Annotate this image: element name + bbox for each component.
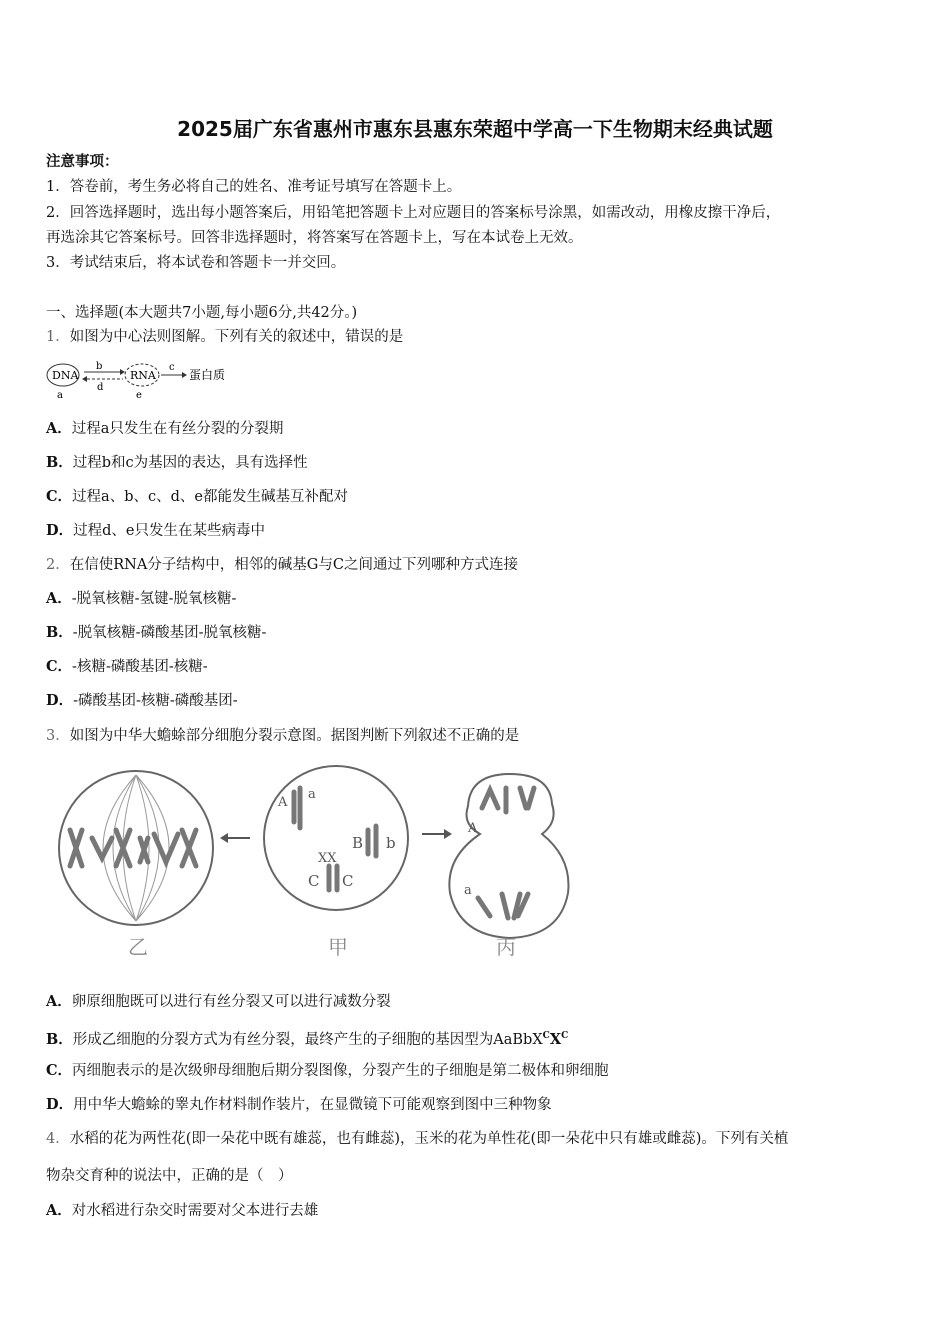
arrowhead (182, 372, 187, 378)
cell-label-bing: 丙 (496, 935, 516, 959)
notice-item: 2．回答选择题时，选出每小题答案后，用铅笔把答题卡上对应题目的答案标号涂黑，如需改动，用橡皮擦干净后， (46, 205, 781, 221)
question-number: 3． (46, 728, 70, 744)
gene-b: b (386, 834, 396, 852)
option-letter: B． (46, 624, 73, 641)
cell-yi (59, 771, 213, 959)
option-letter: B． (46, 454, 73, 471)
question-text: 在信使RNA分子结构中，相邻的碱基G与C之间通过下列哪种方式连接 (69, 557, 518, 573)
superscript-c: C (561, 1031, 569, 1041)
option-row (46, 993, 391, 1011)
arrowhead (220, 833, 228, 843)
gene-B: B (352, 834, 364, 852)
notice-heading: 注意事项： (46, 153, 119, 170)
protein-label: 蛋白质 (189, 368, 226, 382)
option-row (46, 1096, 552, 1114)
arrow-label-d: d (97, 382, 104, 393)
option-text: 卵原细胞既可以进行有丝分裂又可以进行减数分裂 (71, 994, 391, 1010)
option-row (46, 590, 236, 608)
option-letter: A． (46, 590, 72, 607)
chromosome-Bb (368, 826, 376, 856)
option-text: 过程b和c为基因的表达，具有选择性 (72, 455, 308, 471)
arrowhead (120, 369, 125, 375)
rna-label: RNA (130, 369, 156, 382)
option-letter: A． (46, 420, 72, 437)
option-letter: D． (46, 692, 74, 709)
superscript-c: C (542, 1031, 550, 1041)
chromosomes (70, 830, 196, 866)
option-text: -脱氧核糖-氢键-脱氧核糖- (71, 591, 237, 607)
option-letter: C． (46, 488, 73, 505)
option-letter: D． (46, 522, 74, 539)
notice-item: 再选涂其它答案标号。回答非选择题时，将答案写在答题卡上，写在本试卷上无效。 (46, 230, 583, 246)
question-number: 1． (46, 329, 70, 345)
gene-C-right: C (342, 872, 354, 890)
option-row (46, 420, 283, 438)
option-text: 过程a、b、c、d、e都能发生碱基互补配对 (72, 489, 348, 505)
option-row (46, 1062, 609, 1080)
arrow-label-e: e (136, 390, 142, 401)
arrow-label-a: a (57, 390, 63, 401)
lower-chromosomes (478, 894, 528, 918)
option-letter: C． (46, 658, 73, 675)
option-text: 丙细胞表示的是次级卵母细胞后期分裂图像，分裂产生的子细胞是第二极体和卵细胞 (72, 1063, 609, 1079)
option-row (46, 1202, 318, 1220)
central-dogma-diagram (44, 356, 244, 404)
gene-a-bing: a (464, 883, 472, 898)
notice-item: 3．考试结束后，将本试卷和答题卡一并交回。 (46, 255, 346, 271)
gene-A: A (278, 795, 288, 810)
option-text: 过程a只发生在有丝分裂的分裂期 (71, 421, 284, 437)
upper-chromosomes (482, 788, 534, 812)
genotype-x: X (549, 1030, 562, 1048)
question-text: 如图为中心法则图解。下列有关的叙述中，错误的是 (69, 329, 404, 345)
arrow-label-b: b (96, 361, 103, 372)
option-row (46, 624, 266, 642)
option-letter: D． (46, 1096, 74, 1113)
cell-jia (264, 766, 408, 959)
option-letter: C． (46, 1062, 73, 1079)
question-2-stem (46, 556, 518, 574)
arrowhead (444, 829, 452, 839)
question-4-stem (46, 1130, 788, 1148)
chromosome-label-xx: XX (318, 851, 337, 866)
option-letter: A． (46, 1202, 72, 1219)
cell-bing (449, 774, 568, 959)
gene-A-bing: A (468, 821, 478, 836)
option-letter: B． (46, 1030, 73, 1048)
question-text: 如图为中华大蟾蜍部分细胞分裂示意图。据图判断下列叙述不正确的是 (69, 728, 520, 744)
section-heading: 一、选择题(本大题共7小题,每小题6分,共42分。) (46, 305, 358, 321)
gene-a: a (308, 787, 316, 802)
question-3-stem (46, 727, 519, 745)
option-text: 过程d、e只发生在某些病毒中 (73, 523, 265, 539)
arrow-label-c: c (169, 362, 175, 373)
option-text: -脱氧核糖-磷酸基团-脱氧核糖- (72, 625, 267, 641)
cell-label-jia: 甲 (328, 935, 348, 959)
sex-chromosomes (329, 866, 337, 890)
arrowhead (82, 376, 87, 382)
gene-C-left: C (308, 872, 320, 890)
cell-label-yi: 乙 (128, 935, 148, 959)
option-row (46, 658, 208, 676)
option-text: -核糖-磷酸基团-核糖- (72, 659, 208, 675)
option-letter: A． (46, 993, 72, 1010)
question-number: 4． (46, 1131, 70, 1147)
question-4-stem-cont: 物杂交育种的说法中，正确的是（ ） (46, 1168, 293, 1184)
option-text: 对水稻进行杂交时需要对父本进行去雄 (71, 1203, 319, 1219)
option-row (46, 1027, 568, 1049)
option-row (46, 522, 265, 540)
chromosome-Aa (294, 788, 300, 828)
question-text: 水稻的花为两性花(即一朵花中既有雄蕊，也有雌蕊)，玉米的花为单性花(即一朵花中只有雄或雌蕊)。下列有关植 (69, 1131, 789, 1147)
question-number: 2． (46, 557, 70, 573)
option-row (46, 692, 238, 710)
option-row (46, 488, 348, 506)
cell-division-figure (50, 758, 580, 968)
notice-item: 1．答卷前，考生务必将自己的姓名、准考证号填写在答题卡上。 (46, 179, 462, 195)
page-title: 2025届广东省惠州市惠东县惠东荣超中学高一下生物期末经典试题 (177, 117, 773, 141)
option-text: 形成乙细胞的分裂方式为有丝分裂，最终产生的子细胞的基因型为AaBbX (72, 1031, 543, 1048)
option-text: -磷酸基团-核糖-磷酸基团- (73, 693, 238, 709)
option-text: 用中华大蟾蜍的睾丸作材料制作装片，在显微镜下可能观察到图中三种物象 (73, 1097, 552, 1113)
question-1-stem (46, 328, 403, 346)
dna-label: DNA (52, 369, 79, 382)
option-row (46, 454, 308, 472)
